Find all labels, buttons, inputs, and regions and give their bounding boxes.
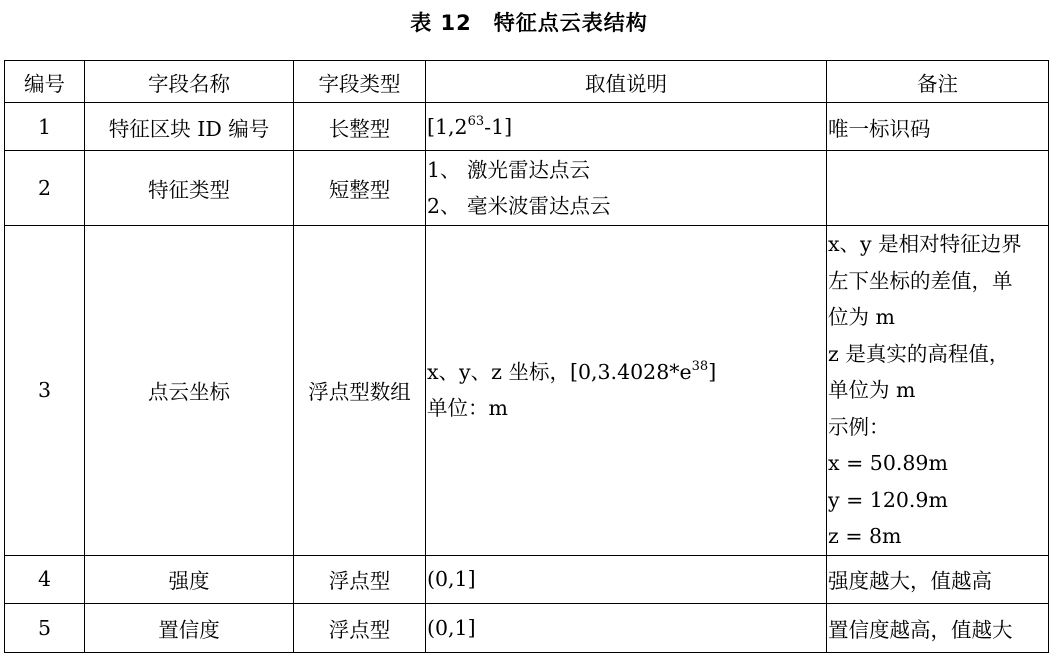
cell-number: 2 (5, 151, 85, 226)
range-unit: 单位：m (427, 396, 508, 421)
remark-line: y = 120.9m (828, 487, 948, 512)
header-field-type: 字段类型 (294, 61, 426, 103)
cell-field-type: 长整型 (294, 103, 426, 151)
cell-field-name: 特征区块 ID 编号 (85, 103, 294, 151)
cell-number: 3 (5, 226, 85, 556)
feature-point-cloud-table (4, 60, 1049, 653)
cell-value-description (426, 226, 827, 556)
cell-field-type: 浮点型 (294, 555, 426, 603)
cell-number: 1 (5, 103, 85, 151)
header-value-description: 取值说明 (426, 61, 827, 103)
cell-remark (827, 226, 1049, 556)
range-text-end: -1] (484, 114, 513, 139)
range-exponent: 38 (691, 358, 709, 374)
header-field-name: 字段名称 (85, 61, 294, 103)
remark-line: z = 8m (828, 524, 902, 548)
remark-line: z 是真实的高程值， (828, 341, 1010, 366)
cell-field-name: 点云坐标 (85, 226, 294, 556)
cell-value-description (426, 103, 827, 151)
cell-remark: 置信度越高，值越大 (827, 603, 1049, 652)
cell-value-description: (0,1] (426, 603, 827, 652)
header-row (5, 61, 1049, 103)
table-row (5, 603, 1049, 652)
cell-remark (827, 151, 1049, 226)
cell-field-name: 强度 (85, 555, 294, 603)
header-remark: 备注 (827, 61, 1049, 103)
cell-remark: 强度越大，值越高 (827, 555, 1049, 603)
cell-field-type: 浮点型 (294, 603, 426, 652)
range-text-end: ] (708, 359, 717, 384)
remark-line: x = 50.89m (828, 451, 948, 475)
remark-line: 单位为 m (828, 378, 916, 402)
table-row (5, 103, 1049, 151)
range-text: [1,2 (427, 114, 468, 139)
cell-number: 4 (5, 555, 85, 603)
cell-field-type: 浮点型数组 (294, 226, 426, 556)
cell-number: 5 (5, 603, 85, 652)
cell-value-description: (0,1] (426, 555, 827, 603)
table-caption: 表 12 特征点云表结构 (410, 11, 648, 35)
cell-field-name: 特征类型 (85, 151, 294, 226)
header-number: 编号 (5, 61, 85, 103)
cell-field-name: 置信度 (85, 603, 294, 652)
range-line: 2、 毫米波雷达点云 (427, 194, 611, 218)
cell-field-type: 短整型 (294, 151, 426, 226)
cell-remark: 唯一标识码 (827, 103, 1049, 151)
range-exponent: 63 (467, 113, 485, 129)
table-row (5, 226, 1049, 556)
remark-line: 左下坐标的差值，单 (828, 268, 1013, 293)
remark-line: 位为 m (828, 305, 895, 329)
remark-line: 示例： (828, 414, 890, 439)
table-row (5, 555, 1049, 603)
cell-value-description (426, 151, 827, 226)
range-text: x、y、z 坐标，[0,3.4028*e (427, 359, 692, 384)
table-row (5, 151, 1049, 226)
range-line (427, 354, 826, 391)
remark-line: x、y 是相对特征边界 (828, 232, 1022, 256)
range-line: 1、 激光雷达点云 (427, 157, 591, 182)
